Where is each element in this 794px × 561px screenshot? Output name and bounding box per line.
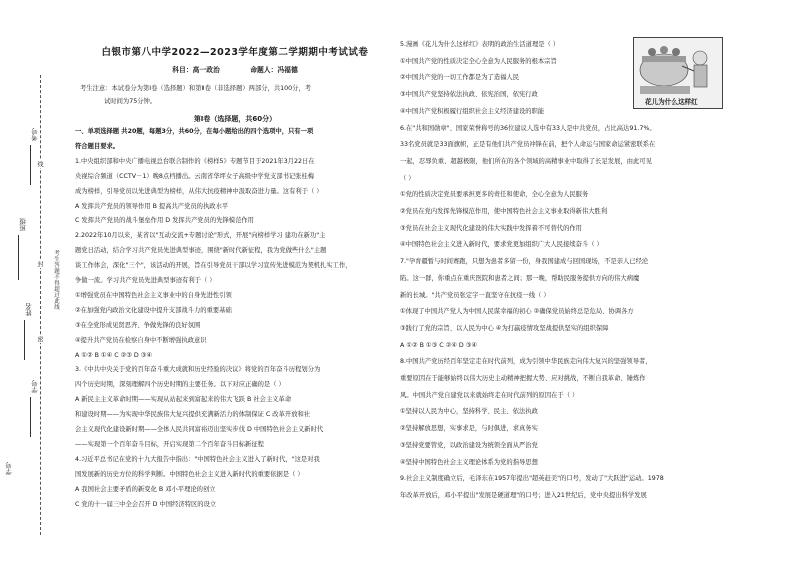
- question-line: 成为榜样，引导党员以先进典型为榜样，从伟大抗疫精神中汲取奋进力量。这有利于（ ）: [75, 187, 323, 195]
- question-line: 年改革开放后，邓小平提出"发展是硬道理"的口号；进入21世纪后，党中央提出科学发展: [400, 491, 647, 499]
- class-label: 班级: [19, 218, 27, 231]
- question-line: A 我国社会主要矛盾的新变化 B 邓小平理论的创立: [75, 485, 216, 493]
- cartoon-caption: 花儿为什么这样红: [645, 98, 698, 106]
- question-line: A ①② B ①③ C ②④ D ③④: [400, 341, 478, 349]
- question-line: 央视综合频道（CCTV－1）晚8点档播出。云南省华坪女子高级中学党支部书记张桂梅: [75, 172, 315, 180]
- question-line: 3.《中共中央关于党的百年奋斗重大成就和历史经验的决议》将党的百年奋斗历程划分为: [75, 366, 321, 374]
- question-line: （ ）: [400, 174, 415, 182]
- question-line: ①坚持以人民为中心，坚持科学、民主、依法执政: [400, 408, 538, 416]
- kaohao-label: 考号: [31, 128, 39, 141]
- question-line: 和建设时期——为实现中华民族伟大复兴提供充满新活力的体制保证 C 改革开放和社: [75, 411, 311, 419]
- question-line: 5.漫画《花儿为什么这样红》表明的政治生活道理是（ ）: [400, 41, 560, 48]
- question-line: ①党的性质决定党员要承担更多的责任和使命，全心全意为人民服务: [400, 191, 589, 199]
- section-title: 第Ⅰ卷（选择题，共60分）: [193, 115, 277, 123]
- binding-warning: 考生答题不得超过此线: [53, 250, 59, 310]
- question-line: ②党员在党内发挥先锋模范作用，使中国特色社会主义事业取得新伟大胜利: [400, 208, 608, 215]
- question-line: 一起，忍辱负重、超越极限，他们所在的各个领域的高精事业中取得了长足发展，由此可见: [400, 157, 652, 165]
- binding-dashed-line: [40, 75, 41, 535]
- question-line: 1.中央组织部和中央广播电视总台联合制作的《榜样5》专题节目于2021年3月22日在: [75, 157, 315, 165]
- question-line: 2.2022年10月以来，某省以"互动交流+专题讨论"形式，开展"向榜样学习 建功在新功"主: [75, 232, 326, 240]
- question-line: ③践行了党的宗旨、以人民为中心 ④为打赢疫情攻坚战提供坚实的组织保障: [400, 324, 609, 332]
- question-line: 陷。这一群，你重点在重庆医院和患者之间；那一晚，帮助民服务提供方向的伟大病魔: [400, 274, 640, 282]
- question-line: ②在加强党内政治文化建设中提升支部战斗力的重要基础: [75, 306, 232, 314]
- binding-word: 密: [36, 336, 43, 342]
- question-line: C 发挥共产党员的战斗堡垒作用 D 发挥共产党员的先锋模范作用: [75, 217, 254, 225]
- question-line: ④坚持中国特色社会主义理论体系为党的指导思想: [400, 458, 538, 466]
- question-line: ④中国共产党积极履行组织社会主义经济建设的职能: [400, 107, 545, 115]
- question-line: 争做一流。学习共产党员先进典型事迹有利于（ ）: [75, 277, 216, 284]
- question-line: ②坚持解放思想，实事求是，与时俱进，求真务实: [400, 425, 538, 433]
- question-line: ③中国共产党坚持依法执政、依宪治国，依宪行政: [400, 91, 538, 99]
- question-line: 符合题目要求。: [75, 142, 120, 150]
- kaohao-blank[interactable]: [30, 145, 32, 185]
- question-line: ①增强党员在中国特色社会主义事业中的自身先进性引领: [75, 291, 232, 299]
- question-line: ——实现第一个百年奋斗目标，开启实现第二个百年奋斗目标新征程: [75, 440, 264, 448]
- exam-notice: [80, 82, 390, 108]
- question-line: 4.习近平总书记在党的十九大报告中指出："中国特色社会主义进入了新时代，"这是对我: [75, 455, 320, 463]
- question-line: ③坚持党要管党，以政治建设为统领全面从严治党: [400, 441, 538, 449]
- question-line: 重要原因在于能够始终以伟大历史主动精神把握大势、应对挑战，不断自我革命、锤炼作: [400, 375, 646, 382]
- question-line: A ①② B ①④ C ②③ D ③④: [75, 351, 153, 359]
- exam-subtitle: [75, 64, 395, 74]
- question-line: 题党日活动，结合学习共产党员先进典型事迹，围绕"新时代新征程，我为党做些什么"主题: [75, 247, 327, 255]
- setter-text: 命题人：冯福德: [250, 66, 298, 74]
- question-line: ①中国共产党的性质决定全心全意为人民服务的根本宗旨: [400, 57, 557, 65]
- question-line: 6.在"共和国勋章"、国家荣誉称号的36位建议人选中有33人是中共党员，占比高达91.7%。: [400, 124, 656, 132]
- question-line: 7."孕育疆暂与时间赛跑，只想为患者多留一份，身我国建成与回国现场，不是亲人已经沦: [400, 258, 649, 266]
- xuehao-blank[interactable]: [30, 397, 32, 437]
- question-line: ③党员在社会主义现代化建设的伟大实践中发挥着不可替代的作用: [400, 224, 582, 232]
- question-line: A 发挥共产党员的领导作用 B 提高共产党员的执政水平: [75, 202, 229, 210]
- question-line: ③在全党形成见贤思齐、争做先锋的良好氛围: [75, 321, 201, 329]
- name-label: 姓名: [25, 303, 33, 316]
- xuehao-label: 学号: [31, 380, 39, 393]
- exam-title: 白银市第八中学2022—2023学年度第二学期期中考试试卷: [101, 47, 369, 58]
- binding-word: 线: [36, 161, 43, 167]
- question-line: A 新民主主义革命时期——实现从站起来到富起来的伟大飞跃 B 社会主义革命: [75, 396, 292, 404]
- question-line: ①体现了中国共产党人为中国人民谋幸福的初心 ②确保党员始终总是危局、协调各方: [400, 308, 634, 316]
- question-line: 风。中国共产党自建党以来就始终走在时代前列的原因在于（ ）: [400, 391, 579, 399]
- subject-text: 科目：高一政治: [172, 66, 220, 74]
- question-line: C 党的十一届三中全会召开 D 中国经济特区的设立: [75, 500, 217, 508]
- binding-margin: [0, 0, 62, 561]
- question-line: 33名党员就是33面旗帜，正是有他们共产党员冲锋在前，把个人命运与国家命运紧密联系在: [400, 141, 656, 149]
- notice-line: 考生注意：本试卷分为第Ⅰ卷（选择题）和第Ⅱ卷（非选择题）两部分，共100分，考: [80, 85, 312, 92]
- question-line: 新的长城。"共产党员张定宇一直坚守在抗疫一线（ ）: [400, 291, 550, 299]
- question-line: 9.社会主义制度确立后，毛泽东在1957年提出"超英赶美"的口号，发动了"大跃进"运动。1978: [400, 475, 664, 483]
- name-blank[interactable]: [24, 320, 26, 360]
- seat-label: 学号: [5, 462, 13, 475]
- question-line: 会主义现代化建设新时期——全体人民共同富裕迈出坚实步伐 D 中国特色社会主义新时代: [75, 426, 324, 433]
- binding-word: 封: [36, 261, 43, 267]
- question-line: ②中国共产党的一切工作都是为了造福人民: [400, 74, 519, 82]
- question-line: 谈工作体会，深化"三个"，该活动的开展，旨在引导党员干部以学习宣传先进模范为契机扎实工作，: [75, 262, 352, 270]
- notice-line: 试时间为75分钟。: [104, 98, 157, 105]
- question-line: 一、单项选择题 共20题，每题3分，共60分，在每小题给出的四个选项中，只有一项: [75, 128, 314, 135]
- question-line: ④提升共产党员在检察自身中不断增强执政意识: [75, 336, 207, 344]
- question-line: ④中国特色社会主义进入新时代，要求党更加组织广大人民接续奋斗（ ）: [400, 241, 603, 249]
- question-line: 国发展新的历史方位的科学判断。中国特色社会主义进入新时代的重要依据是（ ）: [75, 470, 304, 478]
- question-line: 四个历史时期，深刻理解四个历史时期的主要任务。以下对应正确的是（ ）: [75, 381, 285, 389]
- class-blank[interactable]: [18, 235, 20, 280]
- question-line: 8.中国共产党历经百年坚定走在时代前列，成为引领中华民族走向伟大复兴的坚强领导者，: [400, 358, 652, 366]
